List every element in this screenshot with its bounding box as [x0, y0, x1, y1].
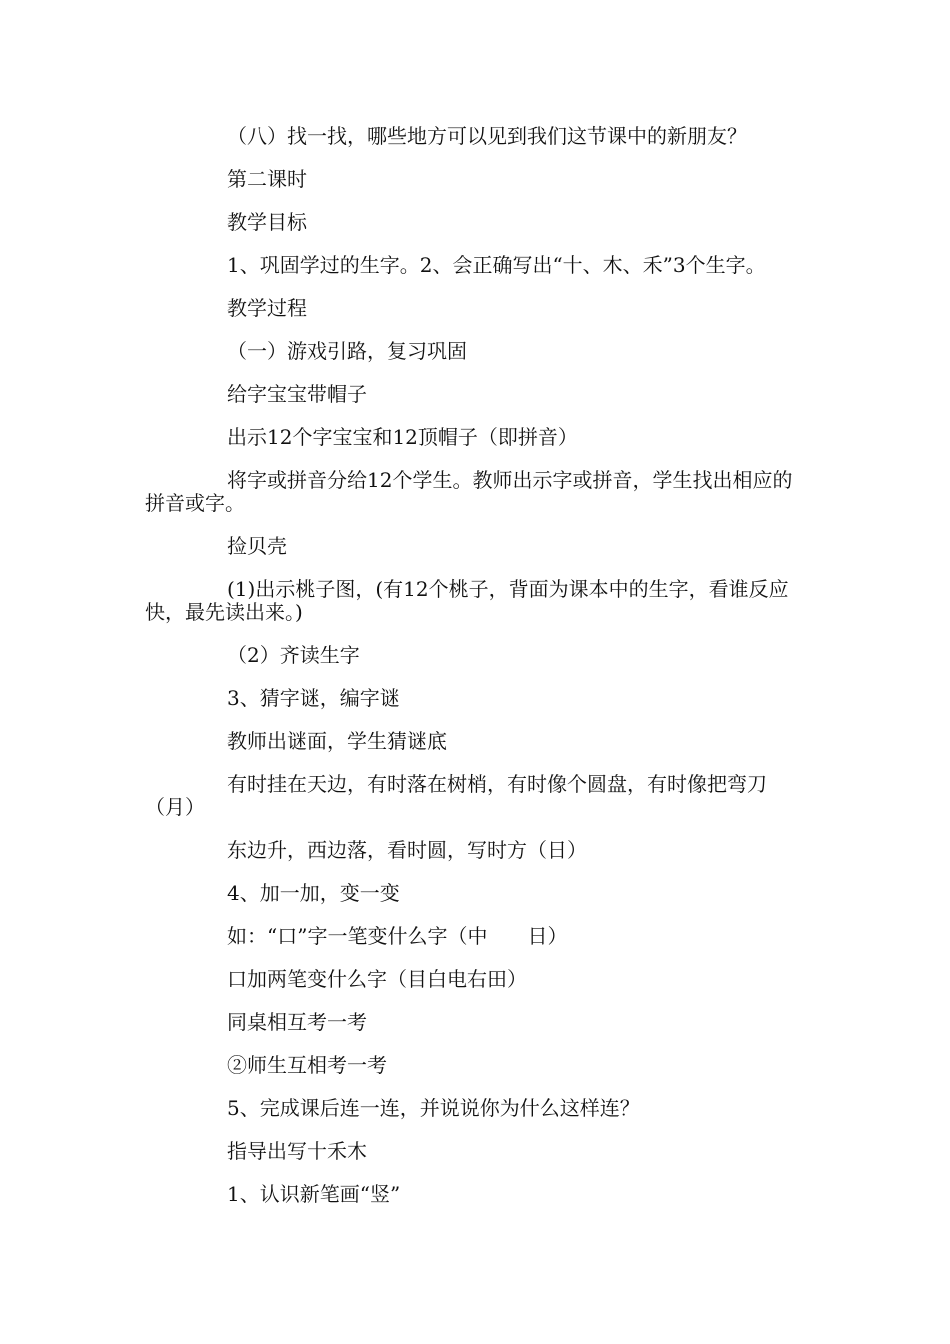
- paragraph-desk-mate-quiz: 同桌相互考一考: [227, 1010, 367, 1034]
- paragraph-one-stroke: 如：“口”字一笔变什么字（中 日）: [227, 924, 568, 948]
- paragraph-teaching-process-heading: 教学过程: [227, 296, 307, 320]
- paragraph-second-lesson: 第二课时: [227, 167, 307, 191]
- paragraph-show-characters: 出示12个字宝宝和12顶帽子（即拼音）: [227, 425, 578, 449]
- paragraph-riddle-sun: 东边升，西边落，看时圆，写时方（日）: [227, 838, 587, 862]
- paragraph-teaching-goals: 1、巩固学过的生字。2、会正确写出“十、木、禾”3个生字。: [227, 253, 766, 277]
- paragraph-teaching-goals-heading: 教学目标: [227, 210, 307, 234]
- paragraph-teacher-student-quiz: ②师生互相考一考: [227, 1053, 387, 1077]
- paragraph-writing-guidance: 指导出写十禾木: [227, 1139, 367, 1163]
- paragraph-pick-shells: 捡贝壳: [227, 534, 287, 558]
- paragraph-find-new-friends: （八）找一找，哪些地方可以见到我们这节课中的新朋友？: [227, 124, 747, 148]
- paragraph-game-review: （一）游戏引路，复习巩固: [227, 339, 467, 363]
- paragraph-add-and-change: 4、加一加，变一变: [227, 881, 400, 905]
- paragraph-connect-exercise: 5、完成课后连一连，并说说你为什么这样连？: [227, 1096, 640, 1120]
- paragraph-riddles: 3、猜字谜，编字谜: [227, 686, 400, 710]
- paragraph-read-together: （2）齐读生字: [227, 643, 360, 667]
- paragraph-riddle-moon: 有时挂在天边，有时落在树梢，有时像个圆盘，有时像把弯刀（月）: [145, 772, 767, 819]
- paragraph-give-hats: 给字宝宝带帽子: [227, 382, 367, 406]
- paragraph-two-strokes: 口加两笔变什么字（目白电右田）: [227, 967, 527, 991]
- paragraph-new-stroke: 1、认识新笔画“竖”: [227, 1182, 401, 1206]
- paragraph-distribute-cards: 将字或拼音分给12个学生。教师出示字或拼音，学生找出相应的拼音或字。: [145, 468, 793, 515]
- document-body: [145, 125, 810, 1226]
- paragraph-teacher-riddle: 教师出谜面，学生猜谜底: [227, 729, 447, 753]
- paragraph-peach-picture: (1)出示桃子图，(有12个桃子，背面为课本中的生字，看谁反应快，最先读出来。): [145, 577, 789, 624]
